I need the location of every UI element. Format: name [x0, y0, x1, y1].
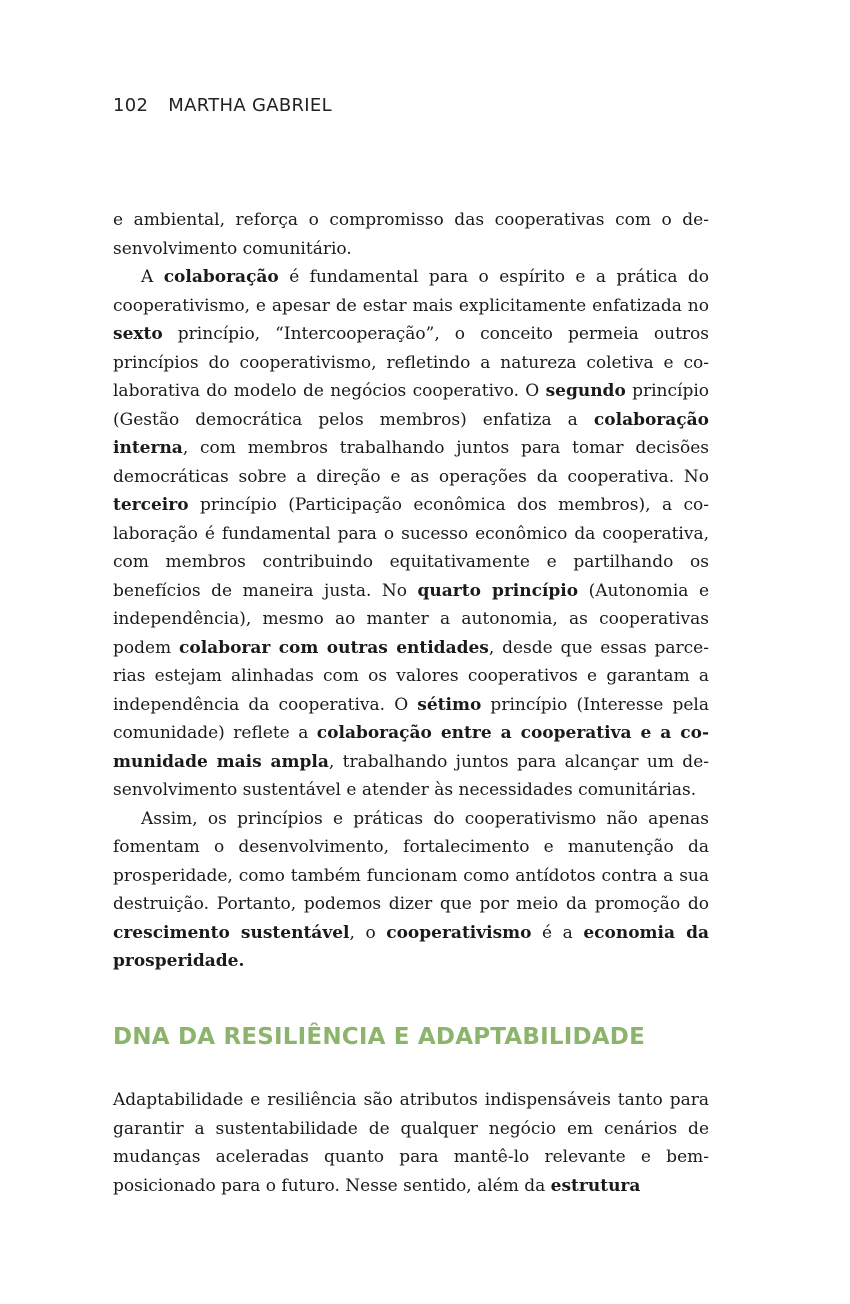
paragraph-collaboration: A colaboração é fundamental para o espírito e a prática do cooperativismo, e apesar de estar mais explicitamente enfatizada no sexto princípio, “Intercooperação”, o conceito permeia outros princípios do cooperativismo, refletindo a natureza coletiva e colaborativa do modelo de negócios cooperativo. O segundo princípio (Gestão democrática pelos membros) enfatiza a colaboração interna, com membros trabalhando juntos para tomar decisões democráticas sobre a direção e as operações da cooperativa. No terceiro princípio (Participação econômica dos membros), a colaboração é fundamental para o sucesso econômico da cooperativa, com membros contribuindo equitativamente e partilhando os benefícios de maneira justa. No quarto princípio (Autonomia e independência), mesmo ao manter a autonomia, as cooperativas podem colaborar com outras entidades, desde que essas parcerias estejam alinhadas com os valores cooperativos e garantam a independência da cooperativa. O sétimo princípio (Interesse pela comunidade) reflete a colaboração entre a cooperativa e a comunidade mais ampla, trabalhando juntos para alcançar um desenvolvimento sustentável e atender às necessidades comunitárias. [113, 267, 710, 800]
page-number: 102 [113, 95, 149, 116]
paragraph-adaptability: Adaptabilidade e resiliência são atributos indispensáveis tanto para garantir a sustentabilidade de qualquer negócio em cenários de mudanças aceleradas quanto para mantê-lo relevante e bem-posicionado para o futuro. Nesse sentido, além da estrutura [113, 1090, 709, 1196]
running-head [113, 95, 332, 116]
paragraph-conclusion: Assim, os princípios e práticas do cooperativismo não apenas fomentam o desenvolvimento, fortalecimento e manutenção da prosperidade, como também funcionam como antídotos contra a sua destruição. Portanto, podemos dizer que por meio da promoção do crescimento sustentável, o cooperativismo é a economia da prosperidade. [113, 808, 709, 971]
paragraph-continuation: e ambiental, reforça o compromisso das cooperativas com o desenvolvimento comunitário. [113, 210, 709, 259]
author-name: MARTHA GABRIEL [168, 95, 332, 116]
section-heading: DNA DA RESILIÊNCIA E ADAPTABILIDADE [113, 1024, 645, 1050]
body-text-section [113, 1086, 709, 1200]
body-text-main [113, 206, 709, 976]
